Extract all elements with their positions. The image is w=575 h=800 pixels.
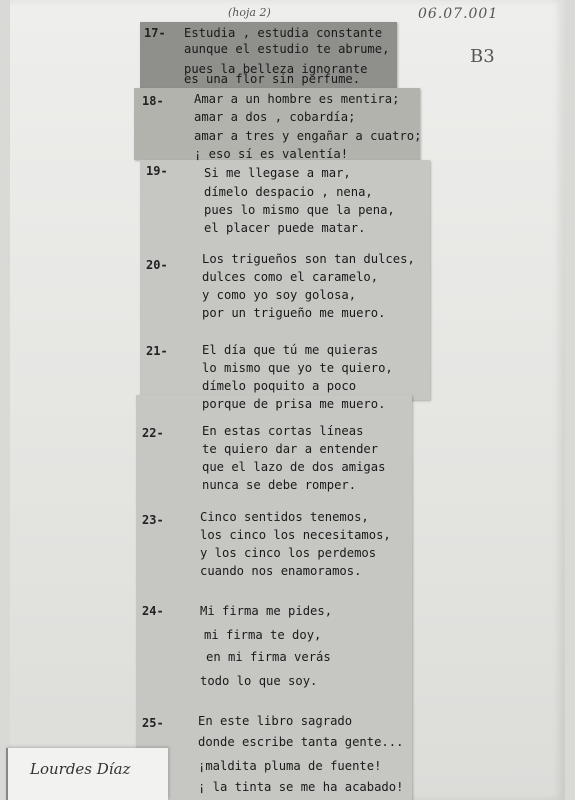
verse-line: ¡ eso sí es valentía! [194,147,349,161]
verse-number: 17- [144,26,166,40]
verse-line: el placer puede matar. [204,221,366,235]
verse-line: amar a tres y engañar a cuatro; [194,129,422,143]
handwritten-signature: Lourdes Díaz [30,760,131,778]
verse-line: dulces como el caramelo, [202,270,379,284]
verse-line: es una flor sin perfume. [184,72,361,86]
verse-line: nunca se debe romper. [202,478,357,492]
verse-line: En este libro sagrado [198,714,353,728]
verse-line: cuando nos enamoramos. [200,564,362,578]
verse-number: 21- [146,344,168,358]
verse-number: 25- [142,716,164,730]
verse-line: y los cinco los perdemos [200,546,377,560]
verse-line: todo lo que soy. [200,674,318,688]
verse-number: 19- [146,164,168,178]
verse-line: los cinco los necesitamos, [200,528,391,542]
verse-line: lo mismo que yo te quiero, [202,361,393,375]
verse-line: te quiero dar a entender [202,442,379,456]
verse-line: porque de prisa me muero. [202,397,386,411]
verse-line: por un trigueño me muero. [202,306,386,320]
verse-line: Estudia , estudia constante [184,26,383,40]
verse-line: El día que tú me quieras [202,343,379,357]
verse-line: y como yo soy golosa, [202,288,357,302]
verse-line: dímelo despacio , nena, [204,185,373,199]
verse-line: Mi firma me pides, [200,604,333,618]
verse-line: mi firma te doy, [204,628,322,642]
verse-line: donde escribe tanta gente... [198,735,404,749]
verse-line: amar a dos , cobardía; [194,110,356,124]
sheet-note: (hoja 2) [228,6,271,19]
verse-line: ¡ la tinta se me ha acabado! [198,780,404,794]
verse-line: pues lo mismo que la pena, [204,203,395,217]
verse-line: pues la belleza ignorante [184,62,368,76]
verse-line: dímelo poquito a poco [202,379,357,393]
verse-line: que el lazo de dos amigas [202,460,386,474]
verse-number: 22- [142,426,164,440]
verse-line: aunque el estudio te abrume, [184,42,390,56]
verse-number: 20- [146,258,168,272]
verse-line: Cinco sentidos tenemos, [200,510,369,524]
verse-line: En estas cortas líneas [202,424,364,438]
box-marker: B3 [470,46,495,67]
verse-line: ¡maldita pluma de fuente! [198,759,382,773]
verse-line: Si me llegase a mar, [204,166,351,180]
verse-line: Los trigueños son tan dulces, [202,252,415,266]
verse-number: 18- [142,94,164,108]
verse-line: en mi firma verás [206,650,331,664]
archive-code: 06.07.001 [418,6,499,22]
verse-number: 24- [142,604,164,618]
verse-number: 23- [142,513,164,527]
verse-line: Amar a un hombre es mentira; [194,92,400,106]
